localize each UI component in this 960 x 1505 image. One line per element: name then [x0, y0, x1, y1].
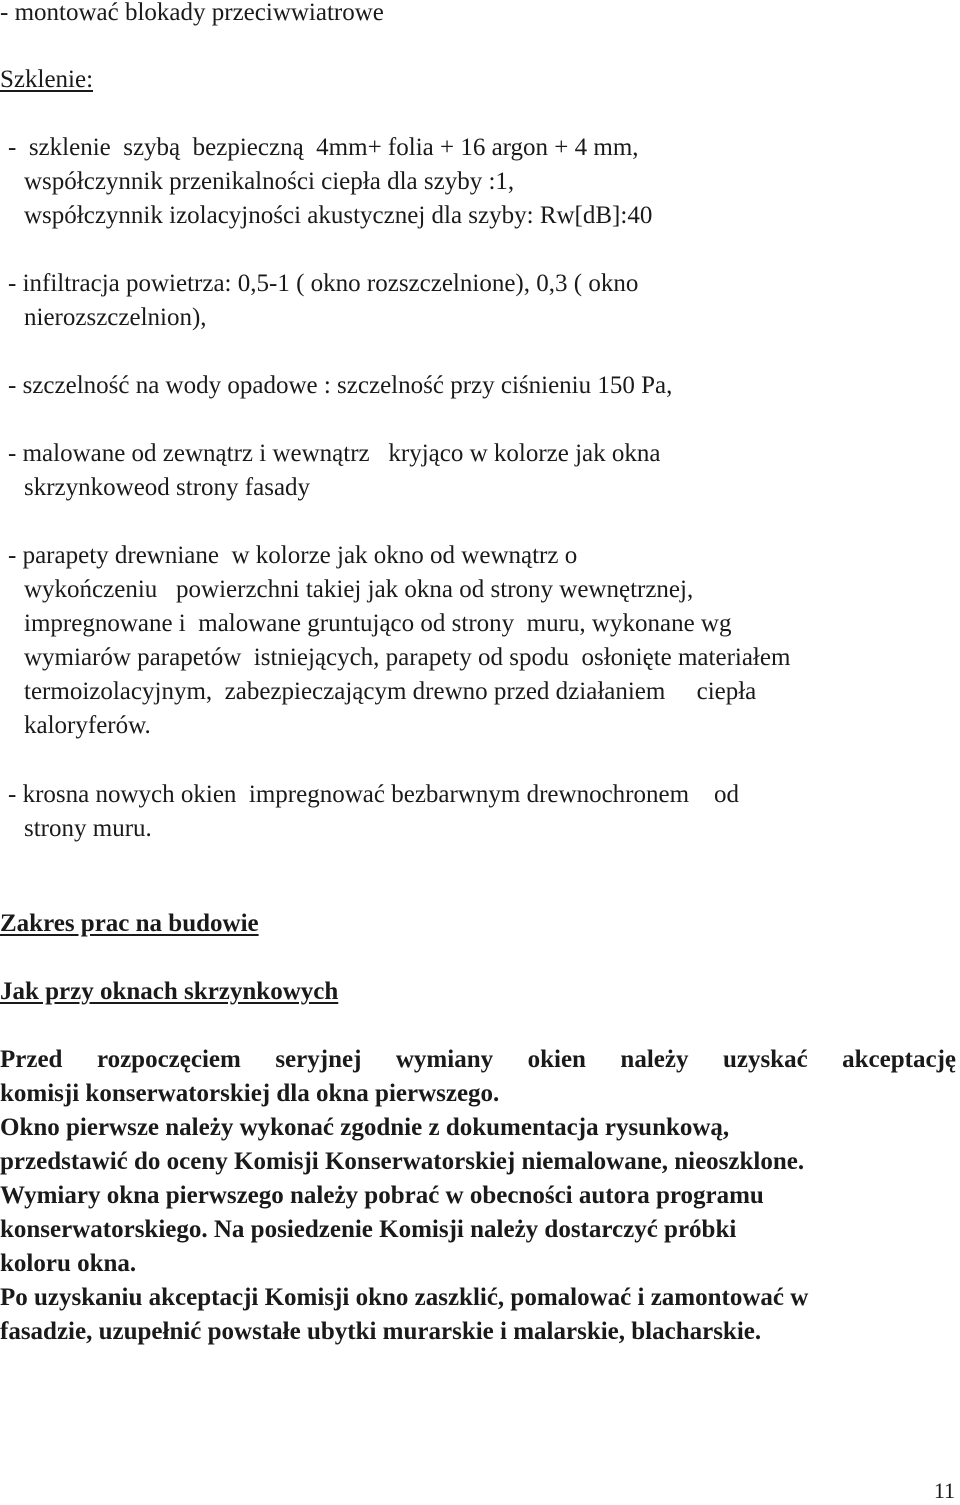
text-line: fasadzie, uzupełnić powstałe ubytki murarskie i malarskie, blacharskie.: [0, 1318, 762, 1345]
text-line: wykończeniu powierzchni takiej jak okna od strony wewnętrznej,: [24, 576, 694, 603]
text-line: współczynnik przenikalności ciepła dla szyby :1,: [24, 168, 515, 195]
text-line: koloru okna.: [0, 1250, 137, 1277]
section-heading-scope: Zakres prac na budowie: [0, 910, 259, 937]
text-line: nierozszczelnion),: [24, 304, 207, 331]
text-line: konserwatorskiego. Na posiedzenie Komisji należy dostarczyć próbki: [0, 1216, 737, 1243]
text-line: - krosna nowych okien impregnować bezbarwnym drewnochronem od: [8, 781, 740, 808]
text-line: - malowane od zewnątrz i wewnątrz kryjąco w kolorze jak okna: [8, 440, 661, 467]
text-line: kaloryferów.: [24, 712, 151, 739]
text-line: strony muru.: [24, 815, 152, 842]
page-number: 11: [933, 1478, 955, 1503]
text-line: - parapety drewniane w kolorze jak okno od wewnątrz o: [8, 542, 578, 569]
text-line: - szczelność na wody opadowe : szczelność przy ciśnieniu 150 Pa,: [8, 372, 673, 399]
text-line: skrzynkoweod strony fasady: [24, 474, 311, 501]
text-line: - szklenie szybą bezpieczną 4mm+ folia + 16 argon + 4 mm,: [8, 134, 639, 161]
text-line: Po uzyskaniu akceptacji Komisji okno zaszklić, pomalować i zamontować w: [0, 1284, 809, 1311]
intro-line: - montować blokady przeciwwiatrowe: [0, 0, 384, 26]
text-line: impregnowane i malowane gruntująco od strony muru, wykonane wg: [24, 610, 732, 637]
section-subheading: Jak przy oknach skrzynkowych: [0, 978, 339, 1005]
text-line: Okno pierwsze należy wykonać zgodnie z dokumentacja rysunkową,: [0, 1114, 730, 1141]
section-heading-glazing: Szklenie:: [0, 66, 94, 93]
text-line: wymiarów parapetów istniejących, parapety od spodu osłonięte materiałem: [24, 644, 791, 671]
text-line: przedstawić do oceny Komisji Konserwatorskiej niemalowane, nieoszklone.: [0, 1148, 805, 1175]
text-line: termoizolacyjnym, zabezpieczającym drewno przed działaniem ciepła: [24, 678, 757, 705]
text-line: - infiltracja powietrza: 0,5-1 ( okno rozszczelnione), 0,3 ( okno: [8, 270, 639, 297]
text-line: współczynnik izolacyjności akustycznej dla szyby: Rw[dB]:40: [24, 202, 653, 229]
text-line: Przed rozpoczęciem seryjnej wymiany okien należy uzyskać akceptację: [0, 1046, 956, 1073]
text-line: komisji konserwatorskiej dla okna pierwszego.: [0, 1080, 500, 1107]
text-line: Wymiary okna pierwszego należy pobrać w obecności autora programu: [0, 1182, 764, 1209]
